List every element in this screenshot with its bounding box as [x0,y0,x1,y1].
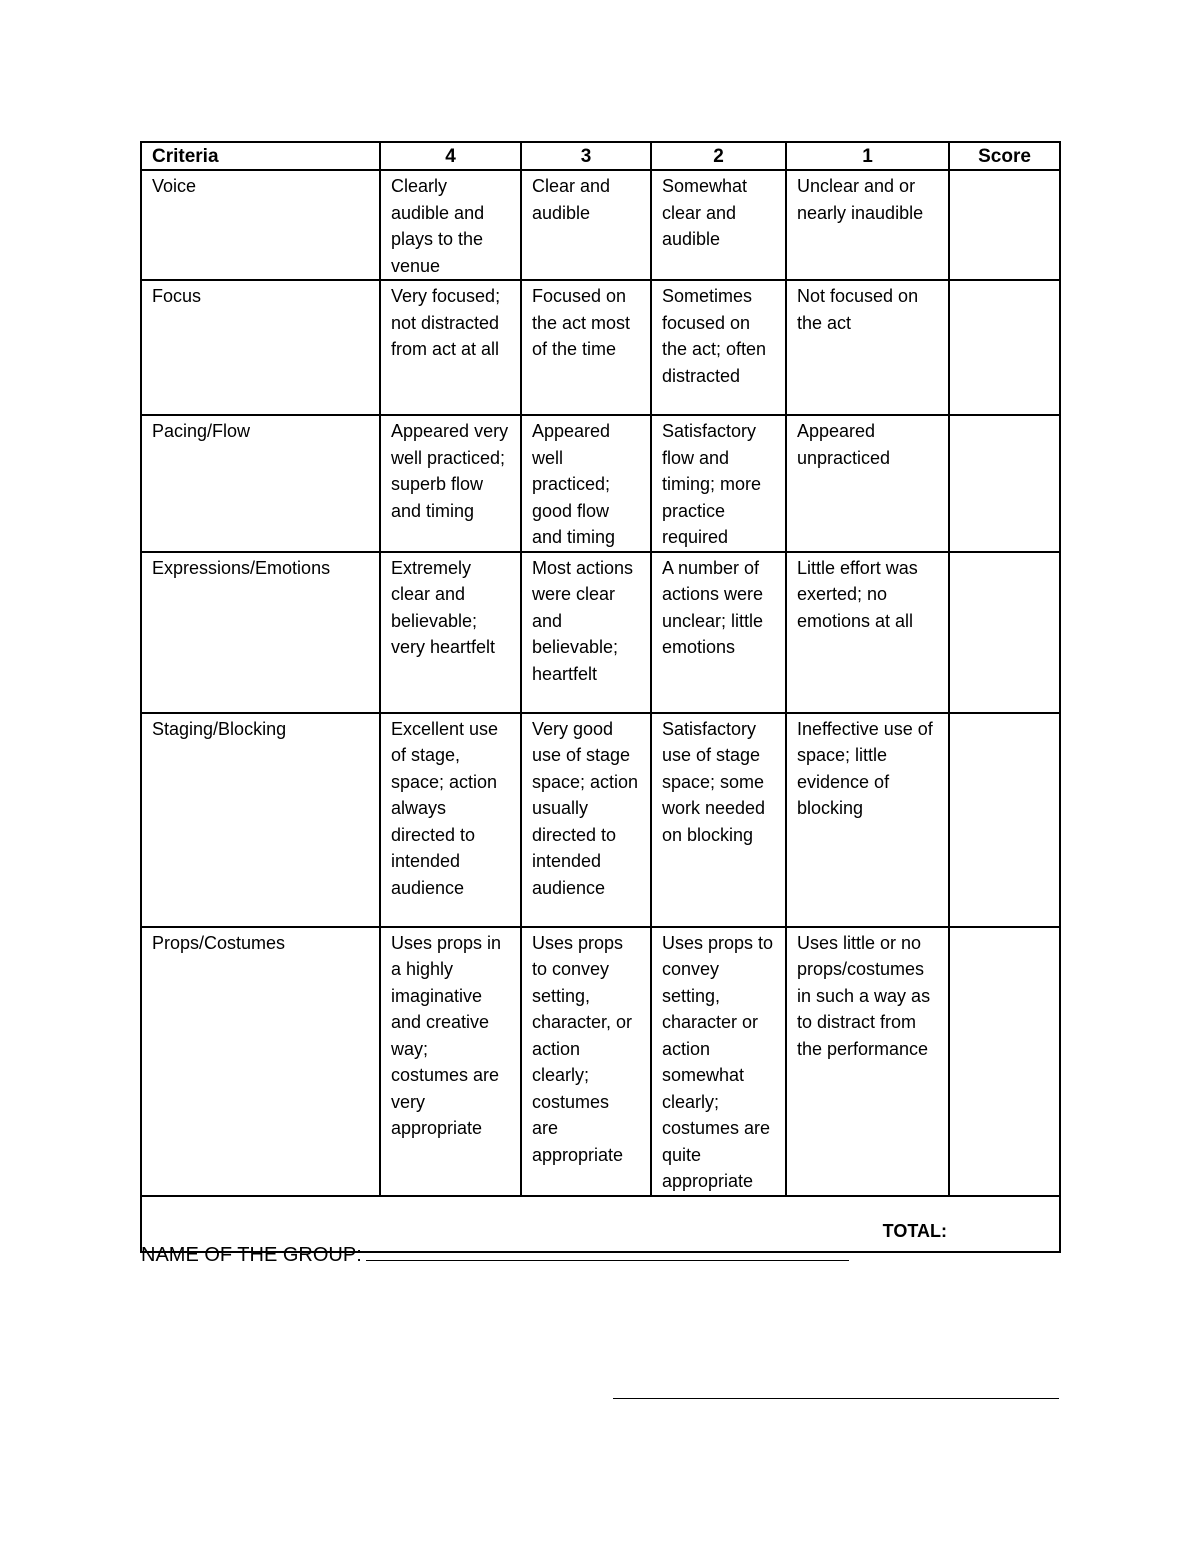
criteria-cell: Voice [141,170,380,280]
level-1-cell: Not focused on the act [786,280,949,415]
table-row [141,552,1060,713]
header-1: 1 [786,142,949,170]
level-4-cell: Excellent use of stage, space; action always directed to intended audience [380,713,521,927]
rubric-table [140,141,1061,1253]
level-2-cell: Somewhat clear and audible [651,170,786,280]
score-cell[interactable] [949,170,1060,280]
group-name-blank[interactable] [366,1238,849,1261]
level-3-cell: Most actions were clear and believable; heartfelt [521,552,651,713]
criteria-cell: Props/Costumes [141,927,380,1196]
group-name-label: NAME OF THE GROUP: [141,1244,362,1266]
level-2-cell: Sometimes focused on the act; often distracted [651,280,786,415]
group-name-line [141,1238,849,1269]
header-3: 3 [521,142,651,170]
criteria-cell: Pacing/Flow [141,415,380,552]
level-1-cell: Little effort was exerted; no emotions at all [786,552,949,713]
header-score: Score [949,142,1060,170]
header-4: 4 [380,142,521,170]
table-row [141,170,1060,280]
criteria-cell: Focus [141,280,380,415]
level-1-cell: Uses little or no props/costumes in such a way as to distract from the performance [786,927,949,1196]
score-cell[interactable] [949,415,1060,552]
level-2-cell: Satisfactory use of stage space; some work needed on blocking [651,713,786,927]
level-4-cell: Clearly audible and plays to the venue [380,170,521,280]
signature-line[interactable] [613,1398,1059,1399]
level-2-cell: A number of actions were unclear; little emotions [651,552,786,713]
level-4-cell: Uses props in a highly imaginative and creative way; costumes are very appropriate [380,927,521,1196]
level-3-cell: Focused on the act most of the time [521,280,651,415]
table-row [141,415,1060,552]
level-3-cell: Uses props to convey setting, character, or action clearly; costumes are appropriate [521,927,651,1196]
level-4-cell: Extremely clear and believable; very heartfelt [380,552,521,713]
total-label: TOTAL: [882,1221,947,1241]
level-3-cell: Appeared well practiced; good flow and timing [521,415,651,552]
level-3-cell: Clear and audible [521,170,651,280]
header-row [141,142,1060,170]
level-1-cell: Appeared unpracticed [786,415,949,552]
score-cell[interactable] [949,280,1060,415]
header-2: 2 [651,142,786,170]
table-row [141,927,1060,1196]
score-cell[interactable] [949,552,1060,713]
table-row [141,713,1060,927]
criteria-cell: Staging/Blocking [141,713,380,927]
score-cell[interactable] [949,713,1060,927]
table-row [141,280,1060,415]
criteria-cell: Expressions/Emotions [141,552,380,713]
score-cell[interactable] [949,927,1060,1196]
level-4-cell: Very focused; not distracted from act at all [380,280,521,415]
header-criteria: Criteria [141,142,380,170]
level-4-cell: Appeared very well practiced; superb flow and timing [380,415,521,552]
level-3-cell: Very good use of stage space; action usually directed to intended audience [521,713,651,927]
level-1-cell: Unclear and or nearly inaudible [786,170,949,280]
level-1-cell: Ineffective use of space; little evidence of blocking [786,713,949,927]
level-2-cell: Uses props to convey setting, character or action somewhat clearly; costumes are quite appropriate [651,927,786,1196]
level-2-cell: Satisfactory flow and timing; more practice required [651,415,786,552]
